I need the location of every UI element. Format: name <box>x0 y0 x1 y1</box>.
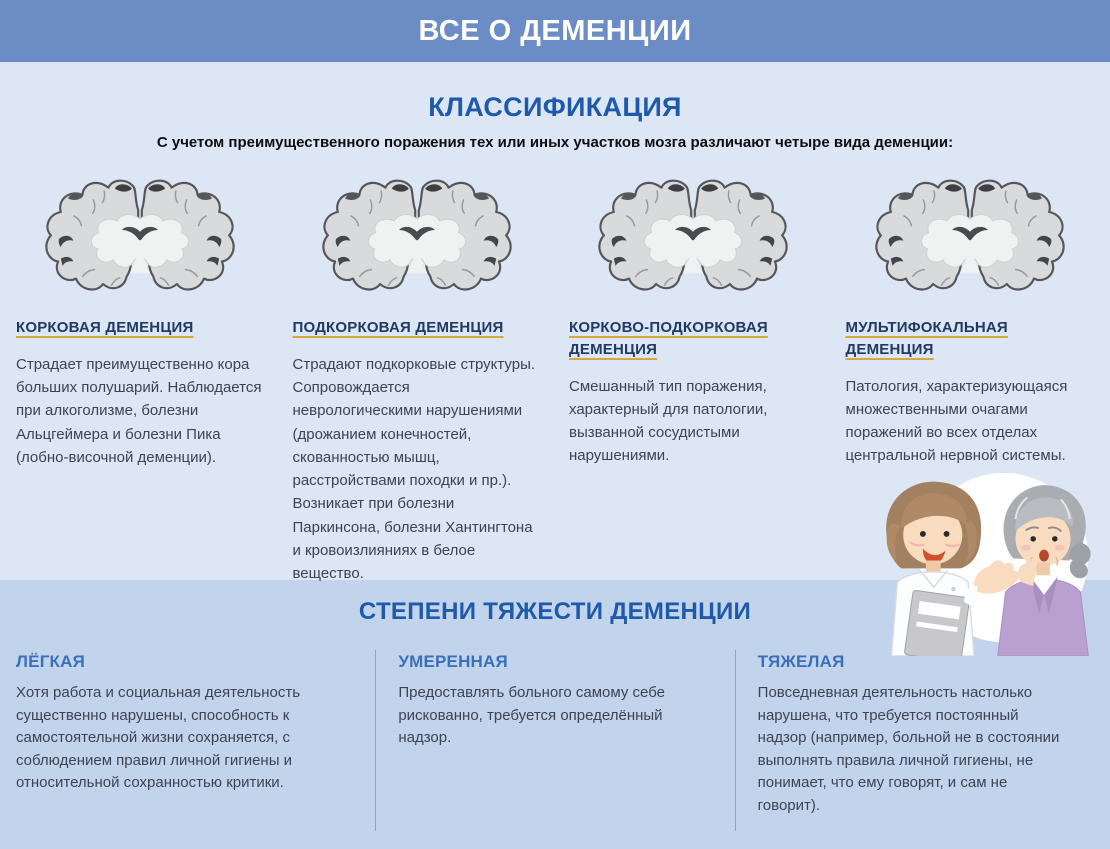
dementia-type-heading: ПОДКОРКОВАЯ ДЕМЕНЦИЯ <box>292 319 504 336</box>
dementia-type-heading: МУЛЬТИФОКАЛЬНАЯ ДЕМЕНЦИЯ <box>845 319 1008 358</box>
type-card-subcortical <box>293 175 542 585</box>
classification-subtitle: С учетом преимущественного поражения тех или иных участков мозга различают четыре вида деменции: <box>156 134 954 151</box>
severity-section <box>0 580 1110 849</box>
severity-card-severe <box>735 650 1094 831</box>
severity-title: СТЕПЕНИ ТЯЖЕСТИ ДЕМЕНЦИИ <box>358 598 752 625</box>
brain-coronal-section-icon <box>846 175 1095 303</box>
severity-level-heading: ТЯЖЕЛАЯ <box>757 652 845 671</box>
classification-section <box>0 62 1110 580</box>
severity-card-mild <box>16 650 375 831</box>
brain-coronal-section-icon <box>569 175 818 303</box>
page-title: ВСЕ О ДЕМЕНЦИИ <box>418 14 692 47</box>
dementia-type-heading: КОРКОВО-ПОДКОРКОВАЯ ДЕМЕНЦИЯ <box>569 319 768 358</box>
classification-title: КЛАССИФИКАЦИЯ <box>428 92 682 122</box>
severity-level-heading: УМЕРЕННАЯ <box>398 652 508 671</box>
type-card-cortical-subcortical <box>569 175 818 585</box>
dementia-type-description: Страдают подкорковые структуры. Сопровождается неврологическими нарушениями (дрожанием конечностей, скованностью мышц, расстройствами походки и пр.). Возникает при болезни Паркинсона, болезни Хантингтона и кровоизлияниях в белое вещество. <box>292 355 536 582</box>
type-card-cortical <box>16 175 265 585</box>
brain-coronal-section-icon <box>16 175 265 303</box>
severity-level-description: Предоставлять больного самому себе рискованно, требуется определённый надзор. <box>398 684 665 746</box>
dementia-type-description: Смешанный тип поражения, характерный для патологии, вызванной сосудистыми нарушениями. <box>569 377 768 465</box>
severity-level-description: Хотя работа и социальная деятельность существенно нарушены, способность к самостоятельной жизни сохраняется, с соблюдением правил личной гигиены и относительной сохранностью критики. <box>16 684 301 791</box>
dementia-type-heading: КОРКОВАЯ ДЕМЕНЦИЯ <box>16 319 194 336</box>
dementia-type-description: Патология, характеризующаяся множественными очагами поражений во всех отделах центральной нервной системы. <box>845 377 1068 465</box>
severity-grid <box>16 650 1094 831</box>
severity-level-description: Повседневная деятельность настолько нарушена, что требуется постоянный надзор (например, больной не в состоянии выполнять правила личной гигиены, не понимает, что ему говорят, и сам не говорит). <box>757 684 1060 814</box>
severity-card-moderate <box>375 650 734 831</box>
dementia-type-description: Страдает преимущественно кора больших полушарий. Наблюдается при алкоголизме, болезни Альцгеймера и болезни Пика (лобно-височной деменции). <box>16 355 262 466</box>
brain-coronal-section-icon <box>293 175 542 303</box>
dementia-types-grid <box>16 175 1094 585</box>
page-header <box>0 0 1110 62</box>
type-card-multifocal <box>846 175 1095 585</box>
severity-level-heading: ЛЁГКАЯ <box>16 652 86 671</box>
